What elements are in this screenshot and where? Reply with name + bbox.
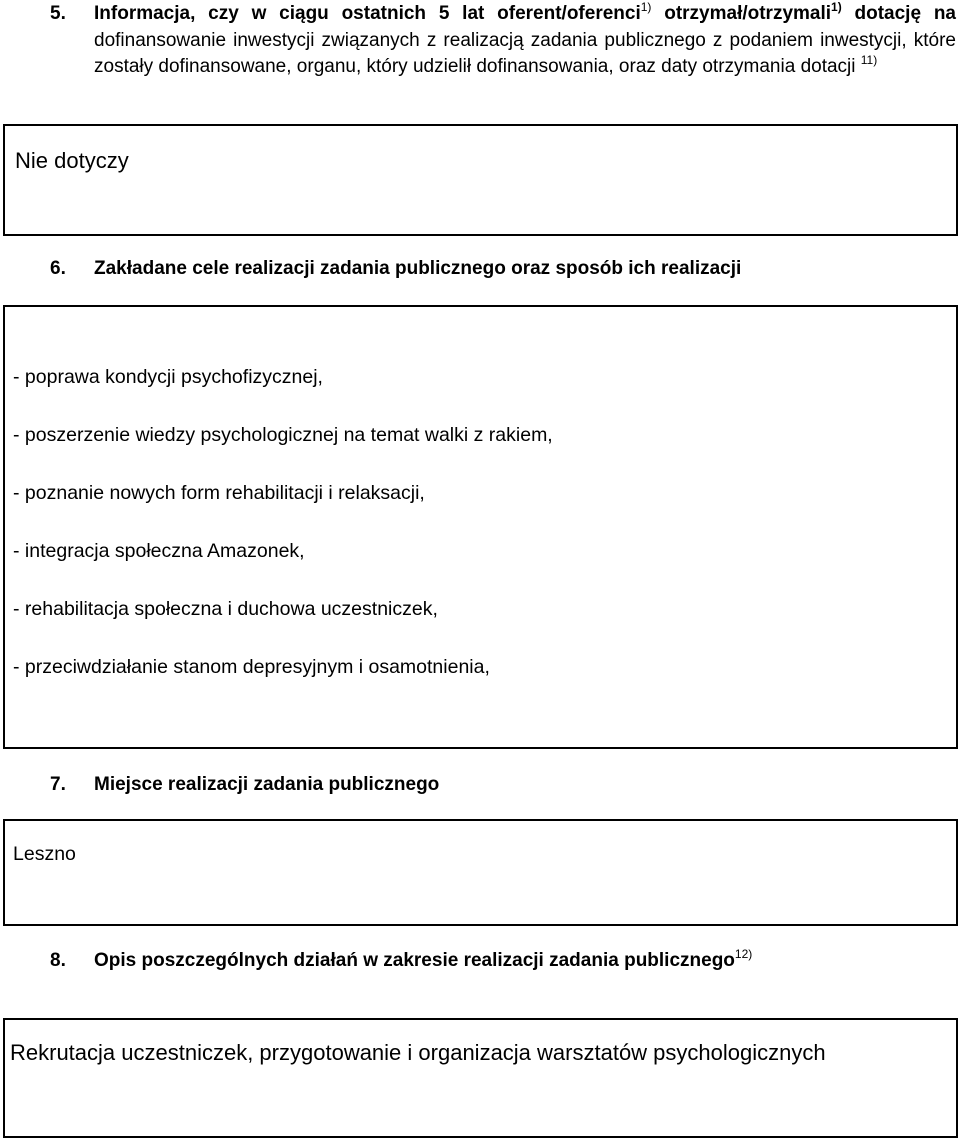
list-item: - przeciwdziałanie stanom depresyjnym i osamotnienia, <box>13 656 490 678</box>
section-8-title <box>94 948 752 975</box>
section-5-title-part3: dotację na <box>841 3 956 24</box>
list-item: - poprawa kondycji psychofizycznej, <box>13 366 323 388</box>
footnote-ref: 11) <box>860 53 878 67</box>
section-7-number: 7. <box>50 774 66 795</box>
section-5-title <box>94 1 956 81</box>
section-5-answer-box <box>3 124 958 236</box>
section-5-answer: Nie dotyczy <box>15 148 129 173</box>
list-item: - poznanie nowych form rehabilitacji i relaksacji, <box>13 482 425 504</box>
footnote-ref: 1) <box>831 0 842 14</box>
section-7-answer: Leszno <box>13 843 76 865</box>
footnote-ref: 1) <box>640 0 652 14</box>
list-item: - integracja społeczna Amazonek, <box>13 540 305 562</box>
section-7-answer-box <box>3 819 958 926</box>
section-8-answer: Rekrutacja uczestniczek, przygotowanie i organizacja warsztatów psychologicznych <box>10 1040 826 1065</box>
section-6-answer-box <box>3 305 958 749</box>
section-5-title-part1: Informacja, czy w ciągu ostatnich 5 lat oferent/oferenci <box>94 3 641 24</box>
section-5-title-part4: dofinansowanie inwestycji związanych z realizacją zadania publicznego z podaniem inwestycji, które zostały dofinansowane, organu, który udzielił dofinansowania, oraz daty otrzymania dotacji <box>94 30 956 77</box>
section-7-title: Miejsce realizacji zadania publicznego <box>94 774 440 795</box>
section-5-title-part2: otrzymał/otrzymali <box>651 3 832 24</box>
section-8-answer-box <box>3 1018 958 1138</box>
section-8-number: 8. <box>50 950 66 971</box>
list-item: - rehabilitacja społeczna i duchowa uczestniczek, <box>13 598 438 620</box>
goals-list <box>13 363 553 711</box>
list-item: - poszerzenie wiedzy psychologicznej na temat walki z rakiem, <box>13 424 553 446</box>
footnote-ref: 12) <box>734 947 753 961</box>
section-6-title: Zakładane cele realizacji zadania publicznego oraz sposób ich realizacji <box>94 258 742 279</box>
section-8-title-text: Opis poszczególnych działań w zakresie realizacji zadania publicznego <box>94 950 735 971</box>
section-5-number: 5. <box>50 3 66 24</box>
section-6-number: 6. <box>50 258 66 279</box>
